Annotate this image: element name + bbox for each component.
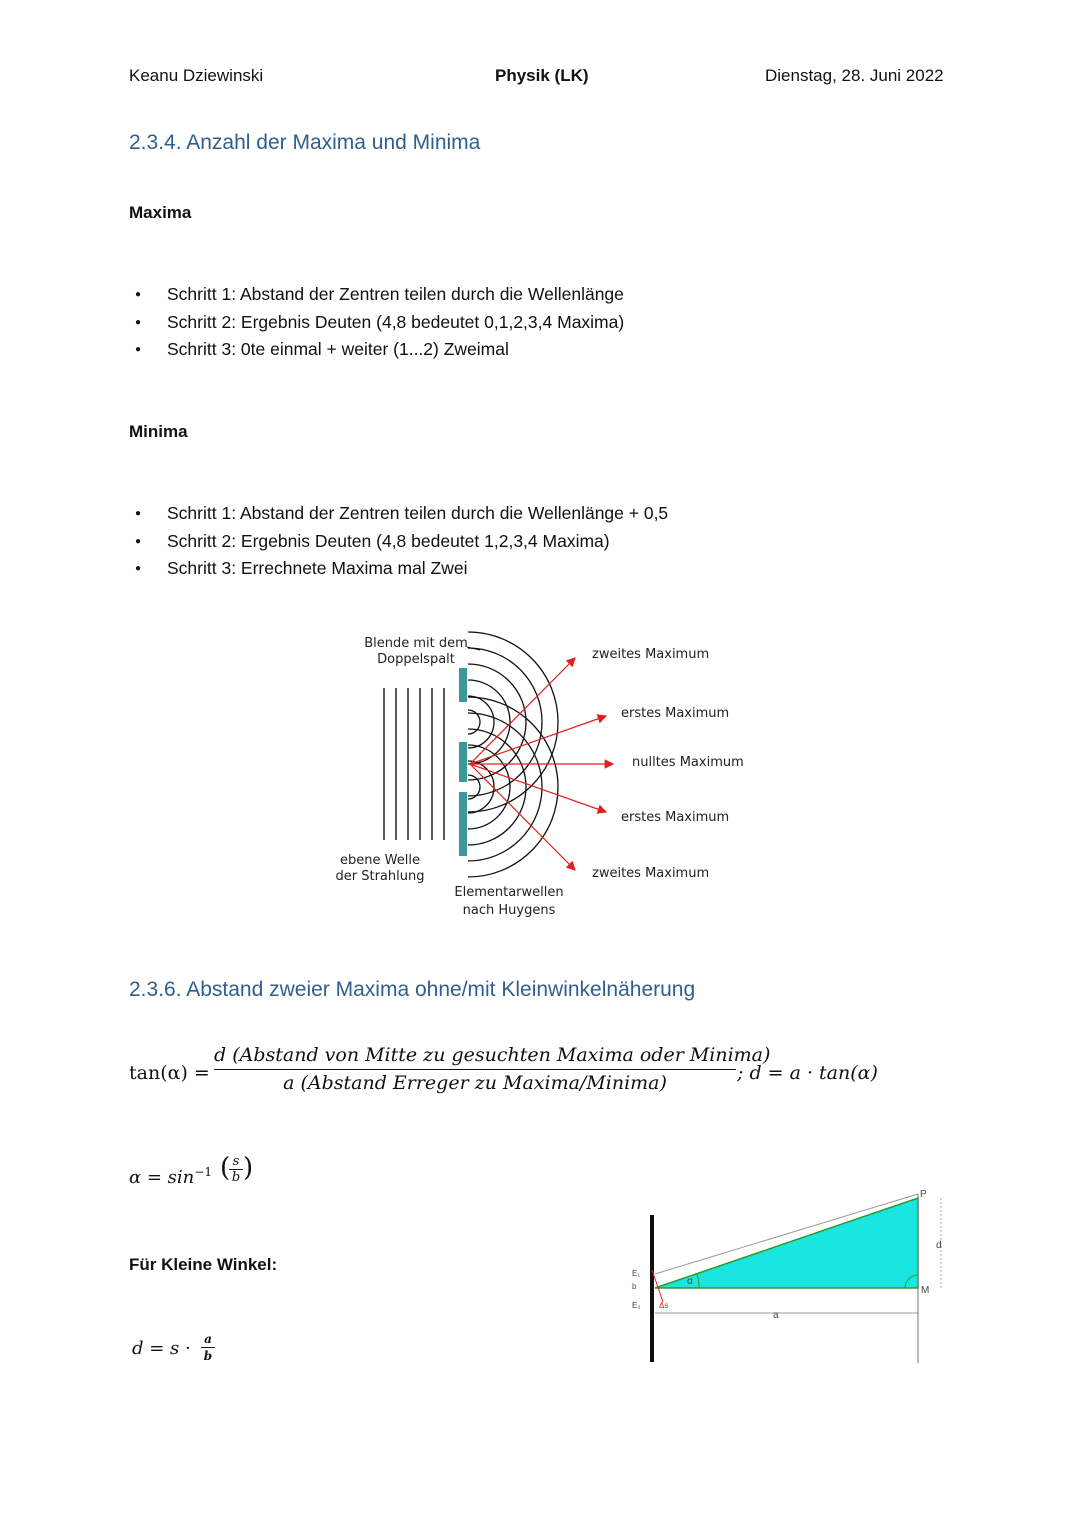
label-elementar-1: Elementarwellen bbox=[454, 885, 564, 900]
tan-fraction bbox=[214, 1044, 771, 1094]
elementary-waves bbox=[468, 632, 558, 877]
maxima-steps-list bbox=[129, 281, 624, 364]
label-erstes-maximum-bottom: erstes Maximum bbox=[621, 810, 730, 825]
d-denominator: b bbox=[203, 1349, 213, 1363]
label-elementar-2: nach Huygens bbox=[462, 903, 556, 918]
label-alpha: α bbox=[687, 1276, 693, 1287]
fraction-bar bbox=[201, 1347, 215, 1348]
list-item: ● Schritt 3: 0te einmal + weiter (1...2) Zweimal bbox=[129, 336, 624, 364]
tan-formula-lhs: tan(α) = bbox=[129, 1062, 210, 1084]
maxima-heading: Maxima bbox=[129, 203, 192, 222]
paren-open: ( bbox=[220, 1153, 231, 1183]
diffraction-ray-arrow bbox=[470, 764, 606, 812]
author-name: Keanu Dziewinski bbox=[129, 66, 264, 85]
tan-formula-rhs: ; d = a · tan(α) bbox=[737, 1062, 878, 1084]
aperture-bar bbox=[459, 792, 467, 856]
alpha-fraction bbox=[229, 1155, 243, 1184]
alpha-denominator: b bbox=[231, 1170, 241, 1185]
d-formula: d = s · bbox=[132, 1338, 191, 1359]
label-b: b bbox=[632, 1282, 637, 1291]
label-blende-1: Blende mit dem bbox=[364, 636, 468, 651]
d-fraction bbox=[201, 1333, 215, 1362]
label-d: d bbox=[936, 1240, 942, 1251]
label-erstes-maximum-top: erstes Maximum bbox=[621, 706, 730, 721]
diffraction-ray-arrow bbox=[470, 716, 606, 764]
alpha-formula bbox=[129, 1165, 212, 1188]
paren-close: ) bbox=[243, 1153, 254, 1183]
list-item: ● Schritt 1: Abstand der Zentren teilen durch die Wellenlänge + 0,5 bbox=[129, 500, 668, 528]
diffraction-ray-arrow bbox=[470, 658, 575, 764]
label-delta-s: Δs bbox=[659, 1301, 669, 1310]
label-E1: E₁ bbox=[632, 1269, 641, 1278]
minima-steps-list bbox=[129, 500, 668, 583]
label-P: P bbox=[920, 1189, 927, 1200]
triangle-area bbox=[655, 1198, 918, 1288]
aperture-bar bbox=[459, 742, 467, 782]
alpha-superscript: −1 bbox=[194, 1165, 212, 1179]
label-nulltes-maximum: nulltes Maximum bbox=[632, 755, 744, 770]
double-slit-diagram bbox=[330, 630, 770, 930]
elementary-wave-arc bbox=[468, 761, 494, 813]
geometry-diagram bbox=[615, 1180, 965, 1370]
aperture-bars bbox=[459, 668, 467, 856]
label-welle-2: der Strahlung bbox=[335, 869, 425, 884]
label-blende-2: Doppelspalt bbox=[377, 652, 455, 667]
plane-wave-lines bbox=[384, 688, 444, 840]
elementary-wave-arc bbox=[468, 697, 558, 877]
date: Dienstag, 28. Juni 2022 bbox=[765, 66, 944, 85]
alpha-numerator: s bbox=[232, 1154, 240, 1169]
section-title-maxima-minima: 2.3.4. Anzahl der Maxima und Minima bbox=[129, 131, 481, 154]
list-item: ● Schritt 2: Ergebnis Deuten (4,8 bedeutet 0,1,2,3,4 Maxima) bbox=[129, 309, 624, 337]
aperture-bar bbox=[459, 668, 467, 702]
section-title-abstand-maxima: 2.3.6. Abstand zweier Maxima ohne/mit Kleinwinkelnäherung bbox=[129, 978, 696, 1001]
list-item: ● Schritt 1: Abstand der Zentren teilen durch die Wellenlänge bbox=[129, 281, 624, 309]
label-a: a bbox=[773, 1310, 779, 1321]
d-numerator: a bbox=[204, 1332, 212, 1346]
alpha-formula-text: α = sin bbox=[129, 1167, 195, 1188]
tan-numerator: d (Abstand von Mitte zu gesuchten Maxima oder Minima) bbox=[214, 1044, 771, 1066]
small-angle-heading: Für Kleine Winkel: bbox=[129, 1255, 278, 1274]
label-welle-1: ebene Welle bbox=[340, 853, 420, 868]
minima-heading: Minima bbox=[129, 422, 188, 441]
tan-denominator: a (Abstand Erreger zu Maxima/Minima) bbox=[283, 1072, 667, 1094]
label-zweites-maximum-top: zweites Maximum bbox=[592, 647, 710, 662]
subject-title: Physik (LK) bbox=[495, 66, 589, 85]
list-item: ● Schritt 2: Ergebnis Deuten (4,8 bedeutet 1,2,3,4 Maxima) bbox=[129, 528, 668, 556]
diffraction-ray-arrow bbox=[470, 764, 575, 870]
label-E2: E₂ bbox=[632, 1301, 641, 1310]
label-M: M bbox=[921, 1285, 930, 1296]
list-item: ● Schritt 3: Errechnete Maxima mal Zwei bbox=[129, 555, 668, 583]
elementary-wave-arc bbox=[468, 632, 558, 812]
elementary-wave-arc bbox=[468, 696, 494, 748]
label-zweites-maximum-bottom: zweites Maximum bbox=[592, 866, 710, 881]
fraction-bar bbox=[214, 1069, 736, 1070]
